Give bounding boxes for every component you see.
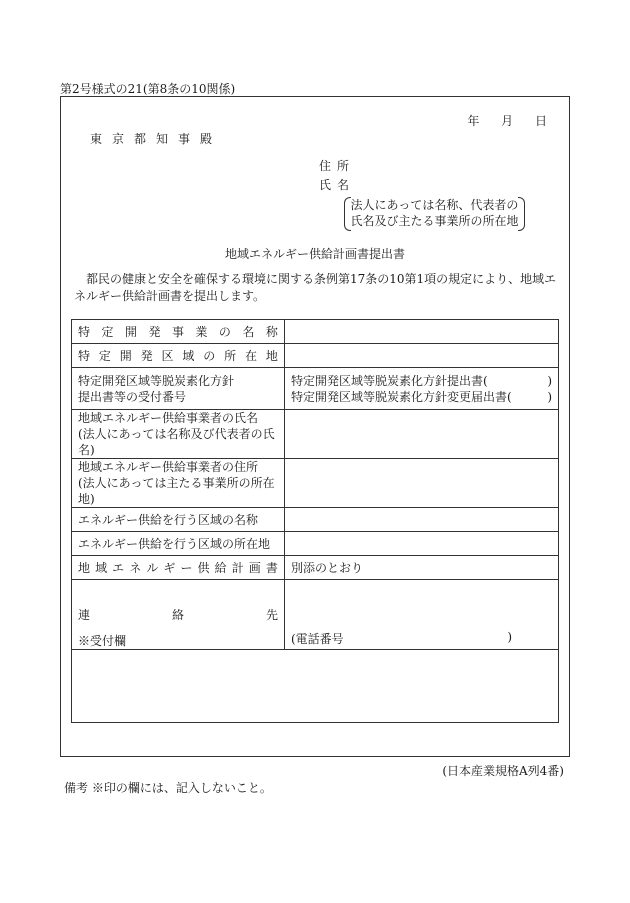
supply-area-name-label: [72, 508, 285, 532]
project-name-label: [72, 320, 285, 344]
applicant-note-line1: 法人にあっては名称、代表者の: [350, 198, 519, 212]
reception-label: ※受付欄: [78, 634, 127, 648]
supply-area-name-field[interactable]: [285, 508, 559, 532]
jis-note: (日本産業規格A列4番): [442, 764, 564, 778]
phone-label: (電話番号: [291, 632, 344, 646]
supplier-name-line2: (法人にあっては名称及び代表者の氏名): [78, 427, 275, 457]
area-location-label: [72, 344, 285, 368]
policy-number-field[interactable]: [285, 368, 559, 410]
body-text: 都民の健康と安全を確保する環境に関する条例第17条の10第1項の規定により、地域エネルギー供給計画書を提出します。: [74, 272, 557, 303]
table-row: [72, 410, 559, 459]
table-row: [72, 508, 559, 532]
plan-field: [285, 556, 559, 580]
paren-close: ): [547, 389, 552, 404]
table-row: [72, 344, 559, 368]
form-table: [71, 319, 559, 650]
supplier-address-line1: 地域エネルギー供給事業者の住所: [78, 460, 259, 474]
supplier-name-line1: 地域エネルギー供給事業者の氏名: [78, 411, 259, 425]
supplier-name-field[interactable]: [285, 410, 559, 459]
project-name-text: 特 定 開 発 事 業 の 名 称: [78, 325, 278, 339]
supplier-address-label: [72, 459, 285, 508]
area-location-field[interactable]: [285, 344, 559, 368]
supply-area-name-text: エネルギー供給を行う区域の名称: [78, 513, 259, 527]
document-title: 地域エネルギー供給計画書提出書: [224, 247, 405, 261]
table-row: [72, 459, 559, 508]
table-row: [72, 556, 559, 580]
policy-number-label: [72, 368, 285, 410]
policy-value-line1: [291, 373, 552, 389]
paren-close: ): [547, 373, 552, 388]
plan-label: [72, 556, 285, 580]
date-line: 年 月 日: [467, 114, 547, 128]
policy-value2: 特定開発区域等脱炭素化方針変更届出書(: [291, 389, 512, 404]
applicant-note-line2: 氏名及び主たる事業所の所在地: [350, 214, 519, 228]
address-label: 住所: [319, 159, 356, 173]
project-name-field[interactable]: [285, 320, 559, 344]
form-number: 第2号様式の21(第8条の10関係): [60, 82, 236, 96]
name-label: 氏名: [319, 178, 356, 192]
addressee: 東京都知事殿: [90, 132, 223, 146]
table-row: [72, 368, 559, 410]
applicant-note: [344, 197, 525, 231]
supplier-name-label: [72, 410, 285, 459]
plan-label-text: 地 域 エ ネ ル ギ ー 供 給 計 画 書: [78, 561, 278, 575]
policy-label-line1: 特定開発区域等脱炭素化方針: [78, 373, 235, 388]
supply-area-location-text: エネルギー供給を行う区域の所在地: [78, 537, 271, 551]
supply-area-location-field[interactable]: [285, 532, 559, 556]
table-row: [72, 320, 559, 344]
supplier-address-line2: (法人にあっては主たる事業所の所在地): [78, 476, 275, 506]
supplier-address-field[interactable]: [285, 459, 559, 508]
reception-box: [71, 630, 559, 723]
area-location-text: 特 定 開 発 区 域 の 所 在 地: [78, 349, 278, 363]
contact-label-text: 連 絡 先: [78, 608, 278, 622]
policy-value-line2: [291, 389, 552, 405]
supply-area-location-label: [72, 532, 285, 556]
table-row: [72, 532, 559, 556]
phone-close: ): [507, 630, 512, 644]
remark: 備考 ※印の欄には、記入しないこと。: [64, 781, 272, 795]
policy-value1: 特定開発区域等脱炭素化方針提出書(: [291, 373, 488, 388]
policy-label-line2: 提出書等の受付番号: [78, 389, 187, 404]
plan-value: 別添のとおり: [291, 561, 364, 575]
